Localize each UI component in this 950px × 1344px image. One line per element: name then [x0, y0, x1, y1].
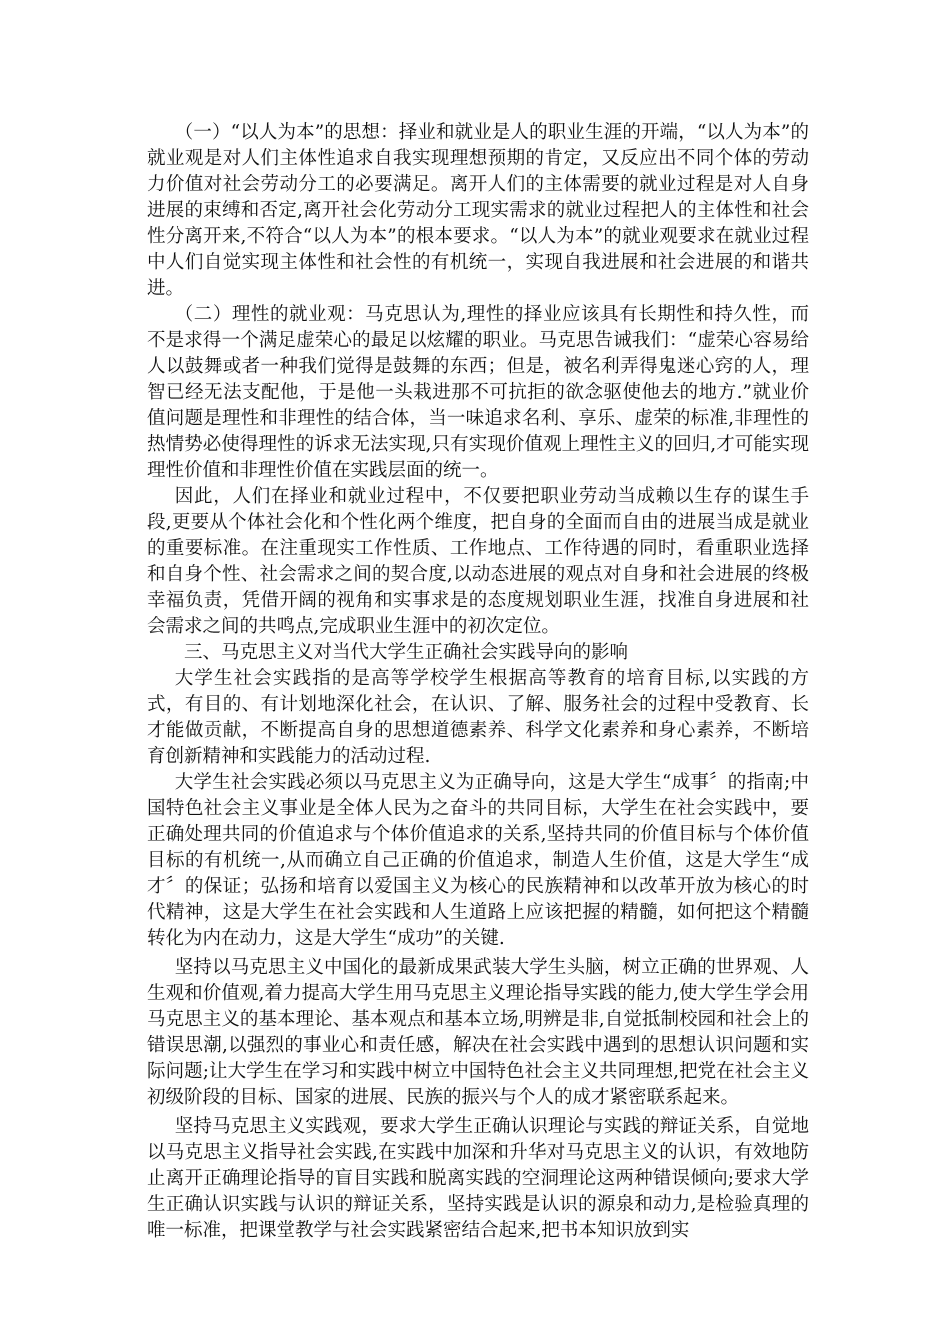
- paragraph-marxism-guidance: 大学生社会实践必须以马克思主义为正确导向，这是大学生“成事〞的指南;中国特色社会主义事业是全体人民为之奋斗的共同目标，大学生在社会实践中，要正确处理共同的价值追求与个体价值追求的关系,坚持共同的价值目标与个体价值目标的有机统一,从而确立自己正确的价值追求，制造人生价值，这是大学生“成才〞的保证；弘扬和培育以爱国主义为核心的民族精神和以改革开放为核心的时代精神，这是大学生在社会实践和人生道路上应该把握的精髓，如何把这个精髓转化为内在动力，这是大学生“成功”的关键.: [147, 772, 809, 949]
- paragraph-practice-view: 坚持马克思主义实践观，要求大学生正确认识理论与实践的辩证关系，自觉地以马克思主义指导社会实践,在实践中加深和升华对马克思主义的认识，有效地防止离开正确理论指导的盲目实践和脱离实践的空洞理论这两种错误倾向;要求大学生正确认识实践与认识的辩证关系，坚持实践是认识的源泉和动力,是检验真理的唯一标准，把课堂教学与社会实践紧密结合起来,把书本知识放到实: [147, 1116, 809, 1241]
- paragraph-social-practice-definition: 大学生社会实践指的是高等学校学生根据高等教育的培育目标,以实践的方式，有目的、有计划地深化社会，在认识、了解、服务社会的过程中受教育、长才能做贡献，不断提高自身的思想道德素养、科学文化素养和身心素养，不断培育创新精神和实践能力的活动过程.: [147, 668, 809, 767]
- section-heading-three: 三、马克思主义对当代大学生正确社会实践导向的影响: [184, 642, 629, 663]
- paragraph-arming-minds: 坚持以马克思主义中国化的最新成果武装大学生头脑，树立正确的世界观、人生观和价值观,着力提高大学生用马克思主义理论指导实践的能力,使大学生学会用马克思主义的基本理论、基本观点和基本立场,明辨是非,自觉抵制校园和社会上的错误思潮,以强烈的事业心和责任感，解决在社会实践中遇到的思想认识问题和实际问题;让大学生在学习和实践中树立中国特色社会主义共同理想,把党在社会主义初级阶段的目标、国家的进展、民族的振兴与个人的成才紧密联系起来。: [147, 957, 809, 1108]
- paragraph-therefore: 因此，人们在择业和就业过程中，不仅要把职业劳动当成赖以生存的谋生手段,更要从个体社会化和个性化两个维度，把自身的全面而自由的进展当成是就业的重要标准。在注重现实工作性质、工作地点、工作待遇的同时，看重职业选择和自身个性、社会需求之间的契合度,以动态进展的观点对自身和社会进展的终极幸福负责，凭借开阔的视角和实事求是的态度规划职业生涯，找准自身进展和社会需求之间的共鸣点,完成职业生涯中的初次定位。: [147, 486, 809, 637]
- paragraph-rational-employment: （二）理性的就业观：马克思认为,理性的择业应该具有长期性和持久性，而不是求得一个满足虚荣心的最足以炫耀的职业。马克思告诫我们：“虚荣心容易给人以鼓舞或者一种我们觉得是鼓舞的东西；但是，被名利弄得鬼迷心窍的人，理智已经无法支配他，于是他一头栽进那不可抗拒的欲念驱使他去的地方.”就业价值问题是理性和非理性的结合体，当一味追求名利、享乐、虚荣的标准,非理性的热情势必使得理性的诉求无法实现,只有实现价值观上理性主义的回归,才可能实现理性价值和非理性价值在实践层面的统一。: [147, 304, 809, 481]
- paragraph-people-oriented: （一）“以人为本”的思想：择业和就业是人的职业生涯的开端，“以人为本”的就业观是对人们主体性追求自我实现理想预期的肯定，又反应出不同个体的劳动力价值对社会劳动分工的必要满足。离开人们的主体需要的就业过程是对人自身进展的束缚和否定,离开社会化劳动分工现实需求的就业过程把人的主体性和社会性分离开来,不符合“以人为本”的根本要求。“以人为本”的就业观要求在就业过程中人们自觉实现主体性和社会性的有机统一，实现自我进展和社会进展的和谐共进。: [147, 122, 809, 299]
- document-body: [147, 120, 809, 1244]
